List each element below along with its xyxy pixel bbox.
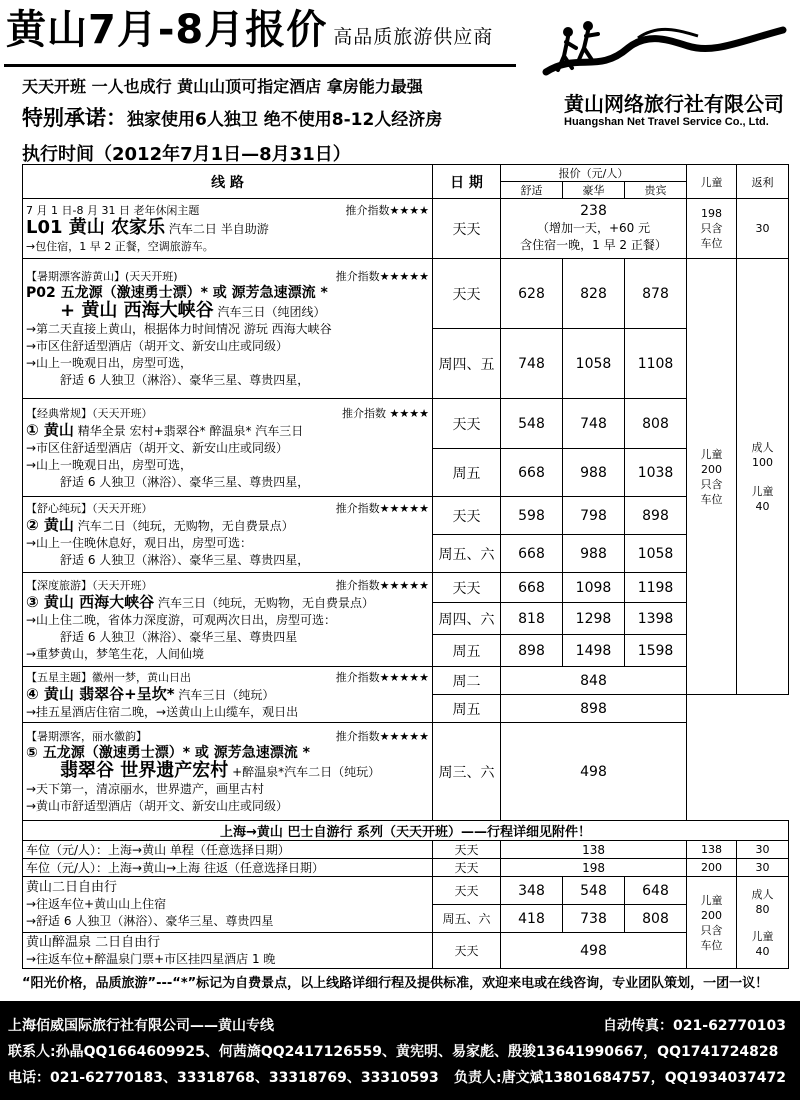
route-l01: [23, 199, 433, 259]
route-desc: 精华全景 宏村+翡翠谷* 醉温泉* 汽车三日: [77, 423, 304, 438]
header-divider: [4, 64, 516, 67]
date-cell: 周五、六: [433, 905, 501, 933]
route-desc: 汽车三日（纯玩）: [178, 687, 275, 702]
table-row: [23, 859, 789, 877]
route-tag: 【经典常规】（天天开班）: [26, 406, 153, 420]
comfort-price: 418: [501, 905, 563, 933]
route-note: →重梦黄山，梦笔生花，人间仙境: [26, 646, 205, 661]
header-price: 报价（元/人）: [501, 165, 687, 182]
route-tag: 【暑期漂客，丽水徽韵】: [26, 730, 147, 743]
route-name: ③ 黄山 西海大峡谷: [26, 592, 155, 611]
route-desc: 汽车二日（纯玩，无购物，无自费景点）: [77, 519, 294, 533]
seat-label: 车位（元/人）：上海→黄山 单程（任意选择日期）: [23, 841, 433, 859]
route-name: 黄山醉温泉 二日自由行: [26, 934, 161, 950]
price-extra: （增加一天，+60 元: [536, 221, 651, 235]
date-cell: 周五: [433, 449, 501, 497]
seat-label: 车位（元/人）：上海→黄山→上海 往返（任意选择日期）: [23, 859, 433, 877]
comfort-price: 598: [501, 497, 563, 535]
date-cell: 周五: [433, 695, 501, 723]
rebate-cell: 30: [737, 841, 789, 859]
route-note: 舒适 6 人独卫（淋浴）、豪华三星、尊贵四星，: [60, 373, 310, 387]
route-name: 黄山二日自由行: [26, 880, 118, 895]
route-name: L01 黄山 农家乐: [26, 217, 166, 238]
route-4: [23, 667, 433, 723]
comfort-price: 668: [501, 573, 563, 603]
vip-price: 1058: [625, 535, 687, 573]
child-cell: [687, 877, 737, 969]
date-cell: 周四、五: [433, 329, 501, 399]
child-note: 只含: [700, 923, 723, 937]
promise-label: 特别承诺：: [22, 106, 127, 130]
deluxe-price: 1098: [563, 573, 625, 603]
route-note: →往返车位+黄山山上住宿: [26, 897, 167, 911]
route-name: P02 五龙源（激速勇士漂）* 或 源芳急速漂流 *: [26, 285, 328, 301]
route-desc: +醉温泉*汽车二日（纯玩）: [232, 765, 381, 779]
deluxe-price: 738: [563, 905, 625, 933]
child-value: 198: [701, 207, 723, 220]
execution-period: 执行时间（2012年7月1日—8月31日）: [22, 144, 351, 165]
route-note: →天下第一，清凉丽水，世界遗产，画里古村: [26, 782, 265, 796]
table-row: [23, 877, 789, 905]
table-row: [23, 399, 789, 449]
child-note: 车位: [700, 938, 723, 952]
recommend-index: 推介指数★★★★: [345, 204, 429, 217]
rebate-value: 80: [755, 902, 770, 916]
contact-footer: [0, 1001, 800, 1100]
rebate-cell: 30: [737, 859, 789, 877]
route-desc: 汽车三日（纯玩，无购物，无自费景点）: [157, 595, 374, 610]
route-note: →黄山市舒适型酒店（胡开文、新安山庄或同级）: [26, 799, 289, 813]
table-row: [23, 573, 789, 603]
route-2: [23, 497, 433, 573]
date-cell: 周五: [433, 635, 501, 667]
header-rebate: 返利: [737, 165, 789, 199]
date-cell: 周四、六: [433, 603, 501, 635]
title-text: 黄山7月-8月报价: [6, 7, 328, 53]
rebate-cell: 30: [737, 199, 789, 259]
phone-numbers: 电话：021-62770183、33318768、33318769、33310593: [8, 1070, 439, 1086]
special-promise: [22, 102, 442, 132]
date-cell: 周五、六: [433, 535, 501, 573]
route-note: →市区住舒适型酒店（胡开文、新安山庄或同级）: [26, 339, 289, 353]
date-cell: 天天: [433, 877, 501, 905]
route-note: →市区住舒适型酒店（胡开文、新安山庄或同级）: [26, 440, 289, 455]
vip-price: 898: [625, 497, 687, 535]
company-name-cn: 黄山网络旅行社有限公司: [564, 92, 784, 116]
deluxe-price: 798: [563, 497, 625, 535]
agency-name: 上海佰威国际旅行社有限公司——黄山专线: [8, 1018, 274, 1034]
route-name: + 黄山 西海大峡谷: [60, 300, 214, 321]
route-1: [23, 399, 433, 497]
header-deluxe: 豪华: [563, 182, 625, 199]
table-row: [23, 667, 789, 695]
comfort-price: 548: [501, 399, 563, 449]
route-tag: 【深度旅游】（天天开班）: [26, 578, 153, 592]
route-note: 舒适 6 人独卫（淋浴）、豪华三星、尊贵四星: [60, 629, 298, 644]
company-logo: [538, 12, 788, 132]
vip-price: 1198: [625, 573, 687, 603]
bus-series-banner: 上海→黄山 巴士自游行 系列（天天开班）——行程详细见附件！: [23, 821, 789, 841]
route-note: →包住宿，1 早 2 正餐，空调旅游车。: [26, 240, 214, 253]
table-row: [23, 723, 789, 821]
date-cell: 周三、六: [433, 723, 501, 821]
deluxe-price: 1058: [563, 329, 625, 399]
route-hot-spring: [23, 933, 433, 969]
child-value: 200: [701, 908, 723, 922]
child-note: 只含: [700, 477, 723, 491]
table-row: [23, 841, 789, 859]
header-date: 日 期: [433, 165, 501, 199]
route-note: →往返车位+醉温泉门票+市区挂四星酒店 1 晚: [26, 951, 276, 966]
route-note: 舒适 6 人独卫（淋浴）、豪华三星、尊贵四星，: [60, 474, 310, 489]
comfort-price: 348: [501, 877, 563, 905]
deluxe-price: 988: [563, 535, 625, 573]
header-route: 线 路: [23, 165, 433, 199]
price-cell: 498: [501, 933, 687, 969]
deluxe-price: 1498: [563, 635, 625, 667]
company-name-en: Huangshan Net Travel Service Co., Ltd.: [564, 116, 769, 128]
date-cell: 周二: [433, 667, 501, 695]
vip-price: 808: [625, 905, 687, 933]
deluxe-price: 748: [563, 399, 625, 449]
date-cell: 天天: [433, 859, 501, 877]
child-label: 儿童: [700, 447, 723, 461]
recommend-index: 推介指数 ★★★★: [342, 406, 429, 420]
child-cell: [687, 199, 737, 259]
rebate-value: 40: [755, 499, 770, 513]
route-note: →挂五星酒店住宿二晚，→送黄山上山缆车，观日出: [26, 704, 299, 719]
route-name: 翡翠谷 世界遗产宏村: [60, 760, 229, 781]
price-value: 238: [580, 203, 607, 219]
date-cell: 天天: [433, 259, 501, 329]
rebate-value: 100: [752, 455, 774, 469]
date-cell: 天天: [433, 199, 501, 259]
recommend-index: 推介指数★★★★★: [335, 578, 429, 592]
date-cell: 天天: [433, 841, 501, 859]
comfort-price: 898: [501, 635, 563, 667]
route-subtitle: 7 月 1 日-8 月 31 日 老年休闲主题: [26, 204, 200, 217]
deluxe-price: 548: [563, 877, 625, 905]
vip-price: 648: [625, 877, 687, 905]
route-3: [23, 573, 433, 667]
date-cell: 天天: [433, 933, 501, 969]
table-row: [23, 199, 789, 259]
route-note: →山上住二晚，省体力深度游，可观两次日出，房型可选：: [26, 612, 337, 627]
price-cell: 898: [501, 695, 687, 723]
tagline: 天天开班 一人也成行 黄山山顶可指定酒店 拿房能力最强: [22, 77, 423, 96]
table-row: [23, 497, 789, 535]
price-table: [22, 164, 789, 969]
route-tag: 【五星主题】徽州一梦，黄山日出: [26, 670, 191, 684]
route-tag: 【暑期漂客游黄山】(天天开班): [26, 270, 178, 283]
recommend-index: 推介指数★★★★★: [335, 502, 429, 515]
route-5: [23, 723, 433, 821]
rebate-value: 40: [755, 944, 770, 958]
recommend-index: 推介指数★★★★★: [335, 670, 429, 684]
route-desc: 汽车三日（纯团线）: [217, 305, 326, 319]
header-comfort: 舒适: [501, 182, 563, 199]
date-cell: 天天: [433, 573, 501, 603]
price-cell: 498: [501, 723, 687, 821]
recommend-index: 推介指数★★★★★: [335, 270, 429, 283]
child-value: 200: [701, 462, 723, 476]
rebate-label: 儿童: [751, 929, 774, 943]
route-name: ② 黄山: [26, 516, 74, 534]
deluxe-price: 1298: [563, 603, 625, 635]
route-note: 舒适 6 人独卫（淋浴）、豪华三星、尊贵四星，: [60, 553, 310, 567]
child-note: 车位: [700, 492, 723, 506]
recommend-index: 推介指数★★★★★: [335, 730, 429, 743]
route-note: →第二天直接上黄山，根据体力时间情况 游玩 西海大峡谷: [26, 322, 332, 336]
vip-price: 1108: [625, 329, 687, 399]
rebate-label: 成人: [751, 887, 774, 901]
child-label: 儿童: [700, 893, 723, 907]
fax-number: 自动传真：021-62770103: [603, 1018, 786, 1034]
table-row: [23, 259, 789, 329]
route-tag: 【舒心纯玩】（天天开班）: [26, 502, 153, 515]
page-title: [6, 6, 493, 61]
child-cell: 200: [687, 859, 737, 877]
title-subtitle: 高品质旅游供应商: [333, 26, 494, 48]
price-extra: 含住宿一晚，1 早 2 正餐）: [520, 238, 667, 252]
vip-price: 1398: [625, 603, 687, 635]
price-cell: [501, 199, 687, 259]
deluxe-price: 828: [563, 259, 625, 329]
price-cell: 138: [501, 841, 687, 859]
route-name: ① 黄山: [26, 420, 74, 439]
header-child: 儿童: [687, 165, 737, 199]
vip-price: 808: [625, 399, 687, 449]
date-cell: 天天: [433, 497, 501, 535]
comfort-price: 668: [501, 535, 563, 573]
rebate-label: 儿童: [751, 484, 774, 498]
rebate-label: 成人: [751, 440, 774, 454]
child-note: 只含: [700, 222, 723, 235]
rebate-cell: [737, 259, 789, 695]
comfort-price: 748: [501, 329, 563, 399]
route-note: →舒适 6 人独卫（淋浴）、豪华三星、尊贵四星: [26, 914, 274, 928]
route-note: →山上一晚观日出，房型可选，: [26, 457, 193, 472]
route-name: ⑤ 五龙源（激速勇士漂）* 或 源芳急速漂流 *: [26, 745, 310, 761]
child-cell: 138: [687, 841, 737, 859]
header-vip: 贵宾: [625, 182, 687, 199]
promise-text: 独家使用6人独卫 绝不使用8-12人经济房: [127, 110, 443, 130]
price-cell: 848: [501, 667, 687, 695]
comfort-price: 628: [501, 259, 563, 329]
date-cell: 天天: [433, 399, 501, 449]
rebate-cell: [737, 877, 789, 969]
manager-contact: 负责人:唐文斌13801684757，QQ1934037472: [454, 1070, 786, 1086]
child-note: 车位: [700, 237, 723, 250]
price-cell: 198: [501, 859, 687, 877]
route-p02: [23, 259, 433, 399]
deluxe-price: 988: [563, 449, 625, 497]
route-note: →山上一住晚休息好，观日出，房型可选：: [26, 536, 253, 550]
child-cell: [687, 259, 737, 695]
route-name: ④ 黄山 翡翠谷+呈坎*: [26, 684, 175, 703]
route-desc: 汽车二日 半自助游: [168, 222, 269, 236]
vip-price: 1038: [625, 449, 687, 497]
table-row: [23, 933, 789, 969]
vip-price: 878: [625, 259, 687, 329]
contact-people: 联系人:孙晶QQ1664609925、何茜旖QQ2417126559、黄宪明、易家彪、殷骏13641990667，QQ1741724828: [8, 1044, 779, 1060]
table-row: [23, 821, 789, 841]
comfort-price: 668: [501, 449, 563, 497]
vip-price: 1598: [625, 635, 687, 667]
route-note: →山上一晚观日出，房型可选，: [26, 356, 193, 370]
comfort-price: 818: [501, 603, 563, 635]
route-free-2day: [23, 877, 433, 933]
hikers-mountain-logo-icon: [538, 12, 788, 86]
price-note: “阳光价格，品质旅游”---“*”标记为自费景点，以上线路详细行程及提供标准，欢迎来电或在线咨询，专业团队策划，一团一议！: [22, 976, 769, 991]
